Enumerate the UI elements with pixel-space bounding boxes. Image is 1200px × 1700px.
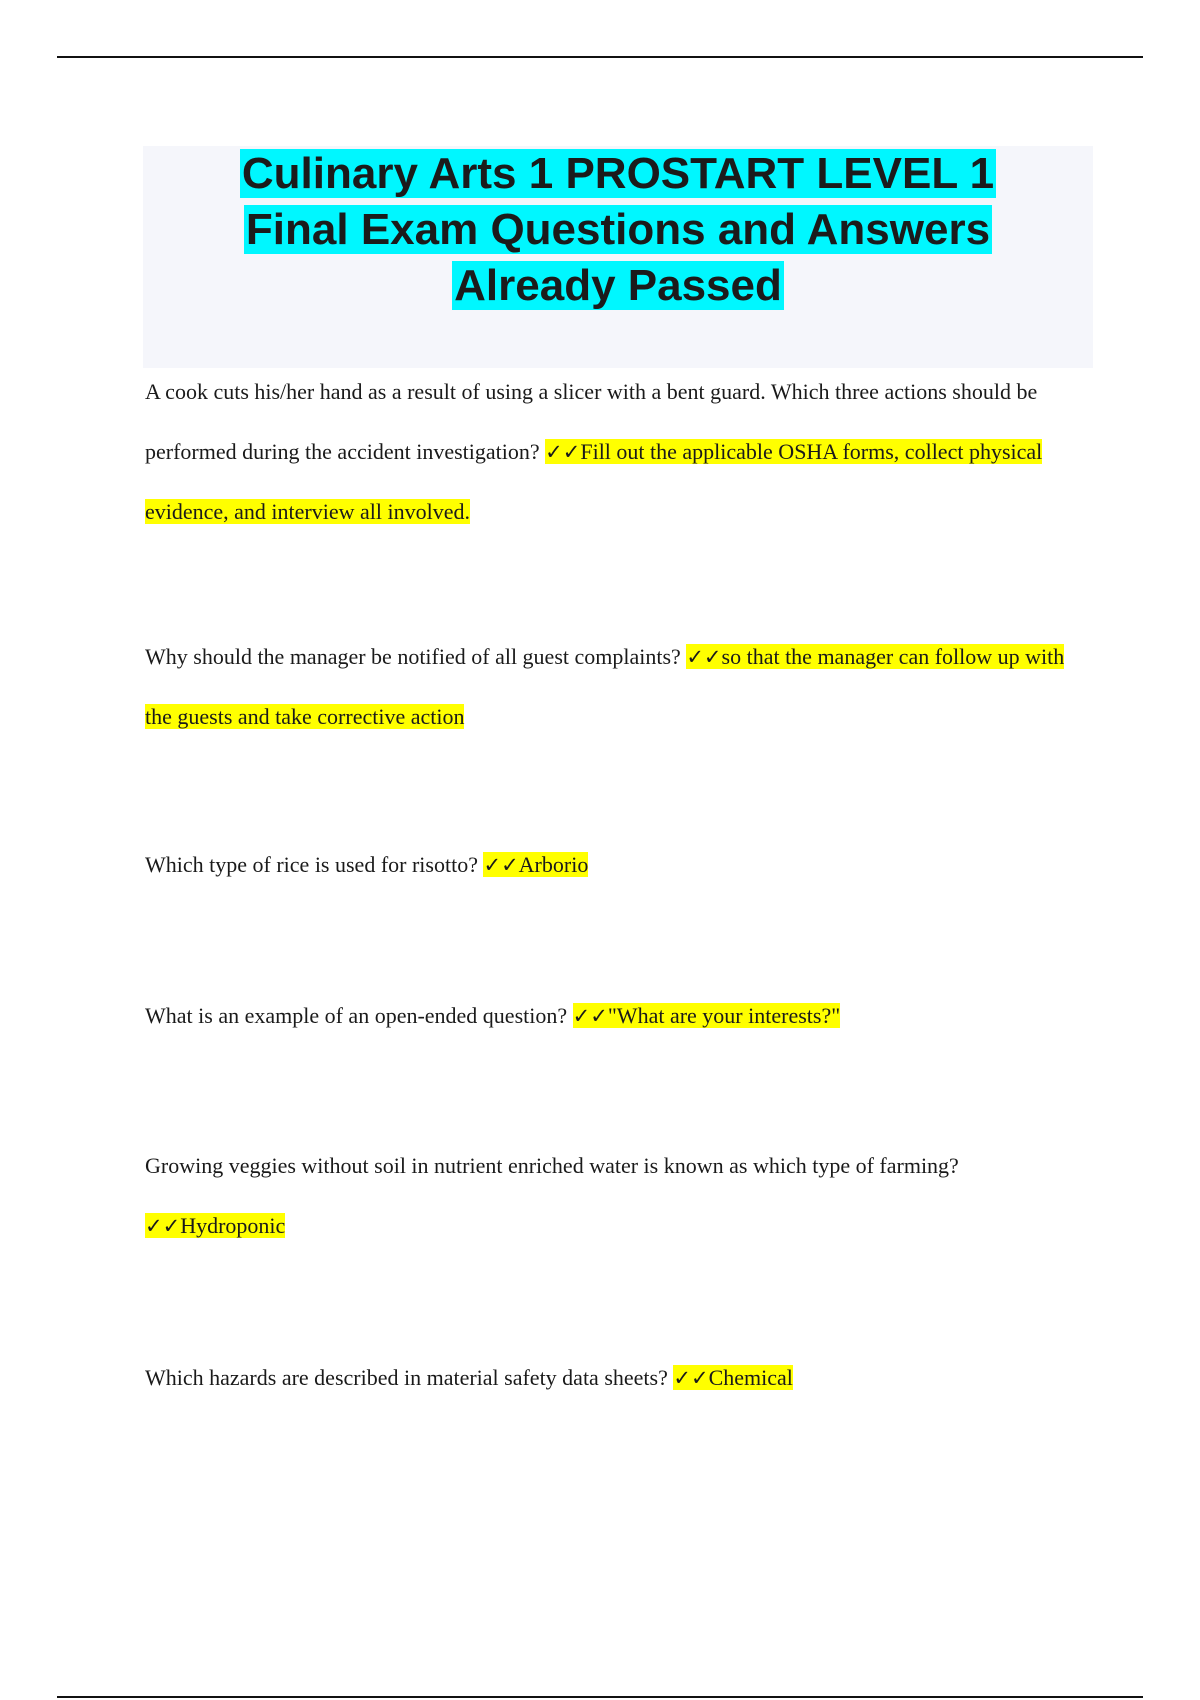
- question-text: A cook cuts his/her hand as a result of using a slicer with a bent guard. Which three actions should be performed during the accident investigation?: [145, 379, 1038, 464]
- qa-item: [145, 1348, 1090, 1408]
- question-text: Which hazards are described in material safety data sheets?: [145, 1365, 668, 1390]
- title-line-1: Culinary Arts 1 PROSTART LEVEL 1: [241, 149, 995, 198]
- answer-text: "What are your interests?": [607, 1003, 841, 1028]
- title-block: [143, 146, 1093, 368]
- qa-item: [145, 1136, 1090, 1256]
- double-check-icon: ✓✓: [673, 1366, 709, 1390]
- question-text: Which type of rice is used for risotto?: [145, 852, 478, 877]
- answer-highlight: [673, 1365, 793, 1390]
- answer-highlight: [483, 852, 588, 877]
- double-check-icon: ✓✓: [483, 853, 519, 877]
- answer-text: so that the manager can follow up with the guests and take corrective action: [145, 644, 1065, 729]
- qa-item: [145, 362, 1090, 542]
- double-check-icon: ✓✓: [545, 440, 581, 464]
- answer-text: Chemical: [708, 1365, 793, 1390]
- title-line-2: Final Exam Questions and Answers: [245, 205, 991, 254]
- answer-text: Fill out the applicable OSHA forms, collect physical evidence, and interview all involved.: [145, 439, 1043, 524]
- bottom-rule: [57, 1696, 1143, 1698]
- question-text: Why should the manager be notified of all guest complaints?: [145, 644, 681, 669]
- double-check-icon: ✓✓: [686, 645, 722, 669]
- qa-list: [145, 362, 1090, 1408]
- question-text: What is an example of an open-ended question?: [145, 1003, 568, 1028]
- answer-text: Hydroponic: [180, 1213, 286, 1238]
- answer-highlight: [145, 1213, 285, 1238]
- qa-item: [145, 627, 1090, 747]
- title-line-3: Already Passed: [454, 261, 782, 310]
- qa-item: [145, 835, 1090, 895]
- answer-highlight: [573, 1003, 841, 1028]
- qa-item: [145, 986, 1090, 1046]
- double-check-icon: ✓✓: [145, 1214, 181, 1238]
- top-rule: [57, 56, 1143, 58]
- question-text: Growing veggies without soil in nutrient enriched water is known as which type of farming?: [145, 1153, 959, 1178]
- document-title: [143, 146, 1093, 314]
- answer-text: Arborio: [518, 852, 589, 877]
- double-check-icon: ✓✓: [572, 1004, 608, 1028]
